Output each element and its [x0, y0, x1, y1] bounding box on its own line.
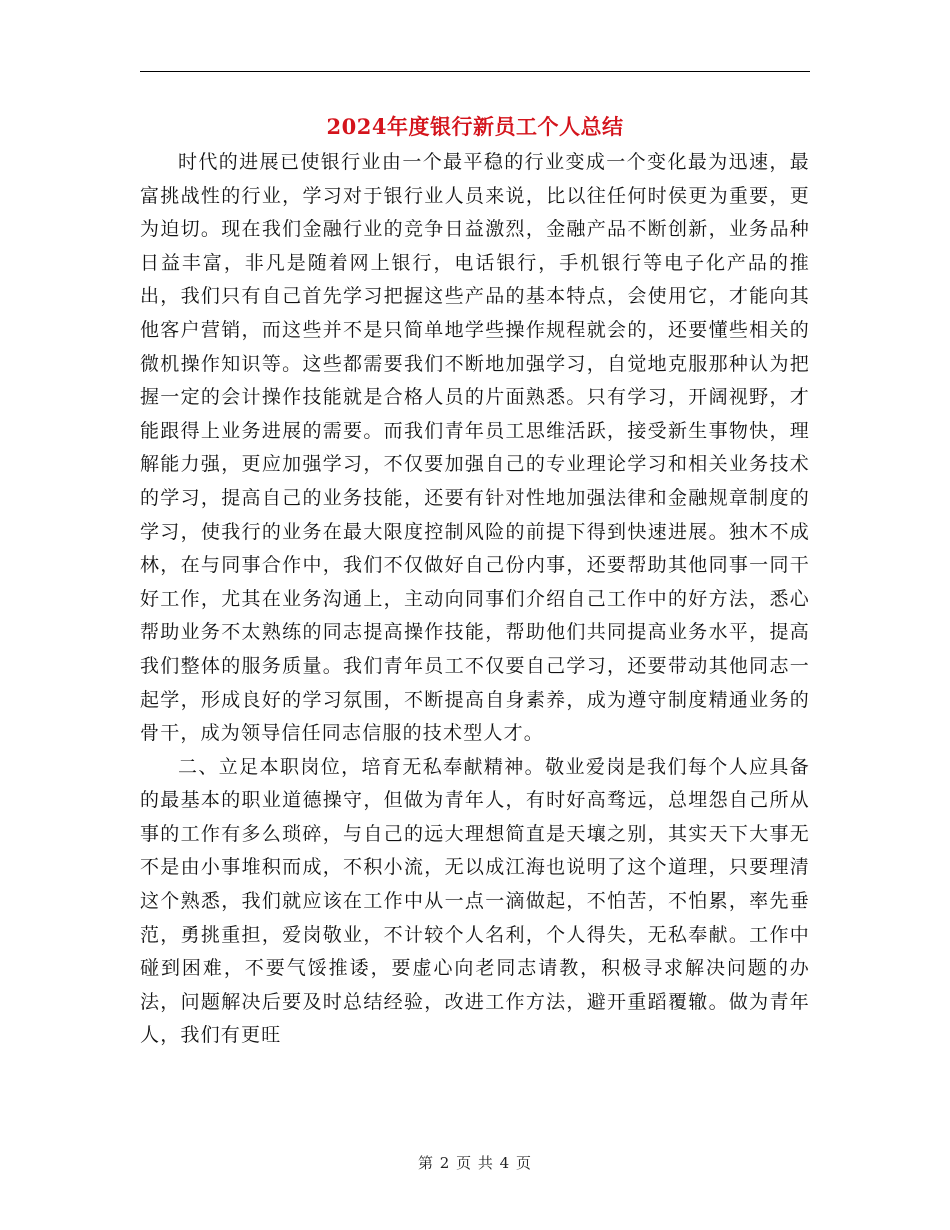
document-title: 2024年度银行新员工个人总结 [326, 114, 624, 139]
document-body [140, 146, 810, 1053]
page-number-footer: 第 2 页 共 4 页 [418, 1154, 532, 1172]
paragraph-1: 时代的进展已使银行业由一个最平稳的行业变成一个变化最为迅速，最富挑战性的行业，学习对于银行业人员来说，比以往任何时侯更为重要，更为迫切。现在我们金融行业的竞争日益激烈，金融产品不断创新，业务品种日益丰富，非凡是随着网上银行，电话银行，手机银行等电子化产品的推出，我们只有自己首先学习把握这些产品的基本特点，会使用它，才能向其他客户营销，而这些并不是只简单地学些操作规程就会的，还要懂些相关的微机操作知识等。这些都需要我们不断地加强学习，自觉地克服那种认为把握一定的会计操作技能就是合格人员的片面熟悉。只有学习，开阔视野，才能跟得上业务进展的需要。而我们青年员工思维活跃，接受新生事物快，理解能力强，更应加强学习，不仅要加强自己的专业理论学习和相关业务技术的学习，提高自己的业务技能，还要有针对性地加强法律和金融规章制度的学习，使我行的业务在最大限度控制风险的前提下得到快速进展。独木不成林，在与同事合作中，我们不仅做好自己份内事，还要帮助其他同事一同干好工作，尤其在业务沟通上，主动向同事们介绍自己工作中的好方法，悉心帮助业务不太熟练的同志提高操作技能，帮助他们共同提高业务水平，提高我们整体的服务质量。我们青年员工不仅要自己学习，还要带动其他同志一起学，形成良好的学习氛围，不断提高自身素养，成为遵守制度精通业务的骨干，成为领导信任同志信服的技术型人才。 [140, 151, 810, 745]
paragraph-2: 二、立足本职岗位，培育无私奉献精神。敬业爱岗是我们每个人应具备的最基本的职业道德操守，但做为青年人，有时好高骛远，总埋怨自己所从事的工作有多么琐碎，与自己的远大理想简直是天壤之别，其实天下大事无不是由小事堆积而成，不积小流，无以成江海也说明了这个道理，只要理清这个熟悉，我们就应该在工作中从一点一滴做起，不怕苦，不怕累，率先垂范，勇挑重担，爱岗敬业，不计较个人名利，个人得失，无私奉献。工作中碰到困难，不要气馁推诿，要虚心向老同志请教，积极寻求解决问题的办法，问题解决后要及时总结经验，改进工作方法，避开重蹈覆辙。做为青年人，我们有更旺 [140, 755, 810, 1047]
header-rule [140, 71, 810, 72]
